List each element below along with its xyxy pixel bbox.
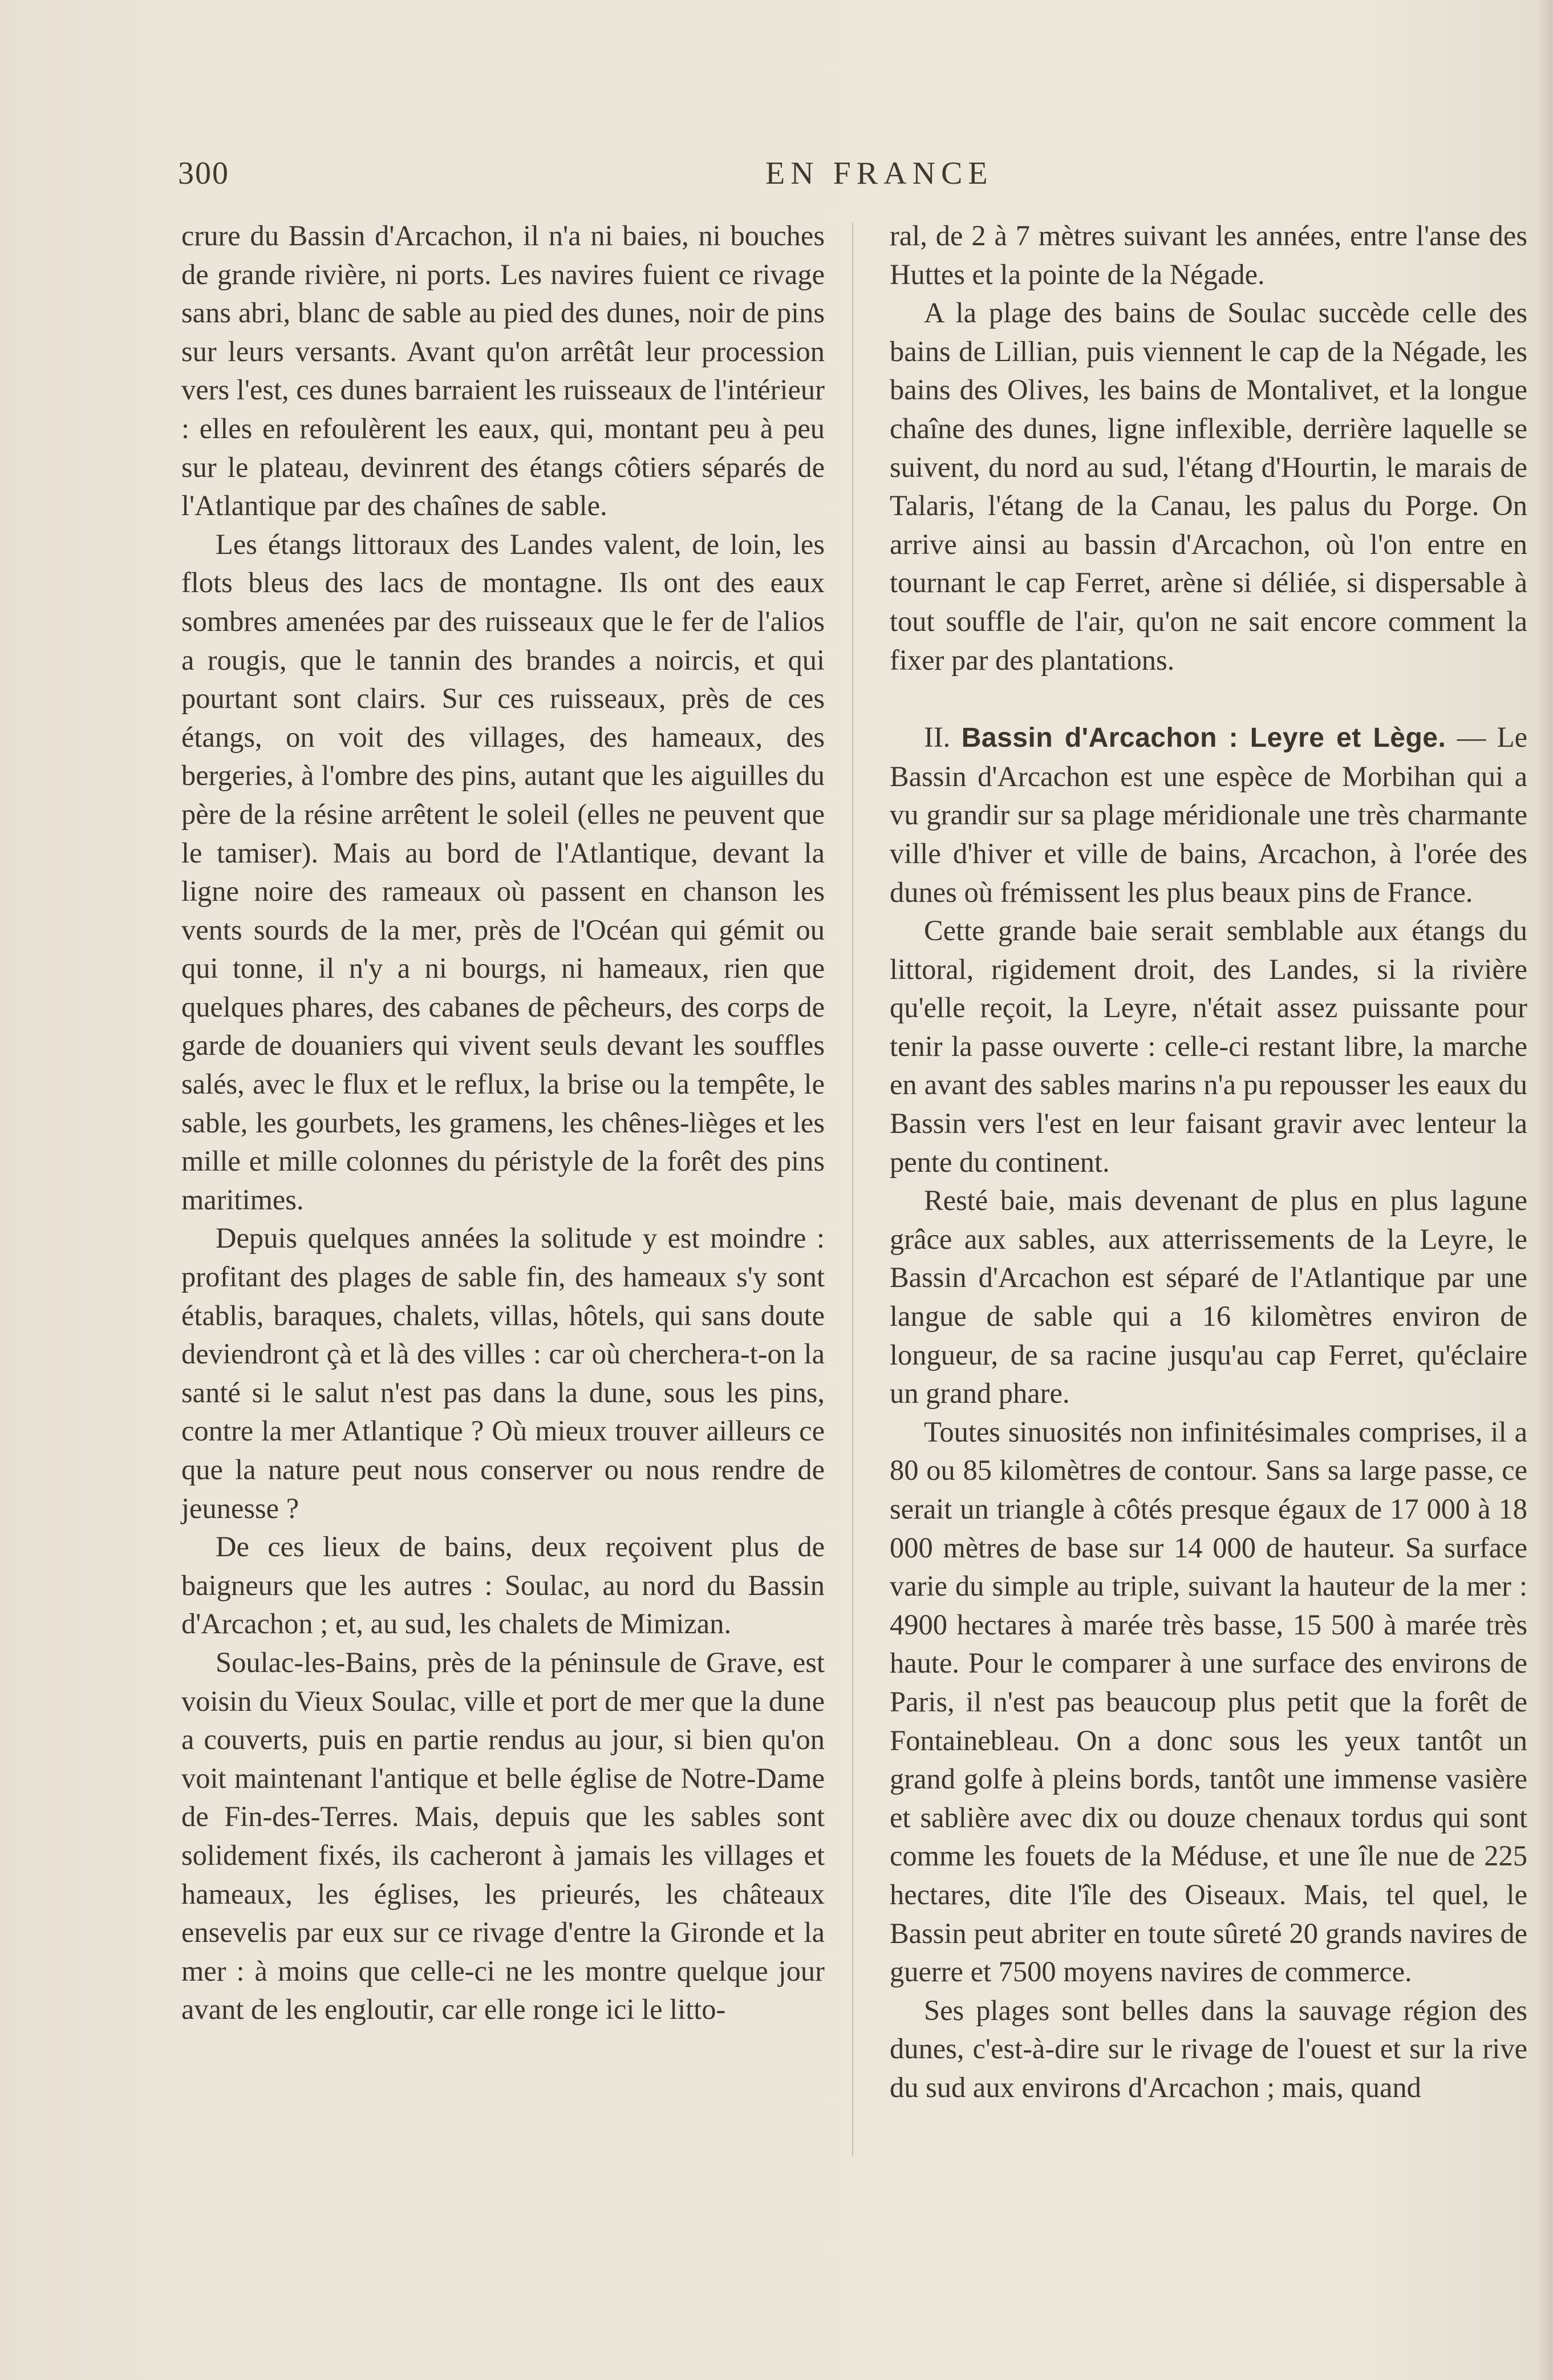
left-paragraph-5: Soulac-les-Bains, près de la péninsule de Grave, est voisin du Vieux Soulac, ville et port de mer que la dune a couverts, puis en partie rendus au jour, si bien qu'on voit maintenant l'antique et belle église de Notre-Dame de Fin-des-Terres. Mais, depuis que les sables sont solidement fixés, ils cacheront à jamais les villages et hameaux, les églises, les prieurés, les châteaux ensevelis par eux sur ce rivage d'entre la Gironde et la mer : à moins que celle-ci ne les montre quelque jour avant de les engloutir, car elle ronge ici le litto- (181, 1646, 825, 2026)
page-number: 300 (178, 156, 229, 191)
left-column (181, 217, 825, 2029)
running-title: EN FRANCE (765, 156, 994, 191)
left-paragraph-4: De ces lieux de bains, deux reçoivent plus de baigneurs que les autres : Soulac, au nord du Bassin d'Arcachon ; et, au sud, les chalets de Mimizan. (181, 1531, 825, 1640)
right-paragraph-4: Cette grande baie serait semblable aux étangs du littoral, rigidement droit, des Landes, si la rivière qu'elle reçoit, la Leyre, n'était assez puissante pour tenir la passe ouverte : celle-ci restant libre, la marche en avant des sables marins n'a pu repousser les eaux du Bassin vers l'est en leur faisant gravir avec lenteur la pente du continent. (890, 914, 1527, 1178)
column-divider (852, 222, 853, 2156)
section-start-paragraph (890, 718, 1527, 912)
right-paragraph-7: Ses plages sont belles dans la sauvage région des dunes, c'est-à-dire sur le rivage de l'ouest et sur la rive du sud aux environs d'Arcachon ; mais, quand (890, 1994, 1527, 2103)
right-paragraph-5: Resté baie, mais devenant de plus en plus lagune grâce aux sables, aux atterrissements de la Leyre, le Bassin d'Arcachon est séparé de l'Atlantique par une langue de sable qui a 16 kilomètres environ de longueur, de sa racine jusqu'au cap Ferret, qu'éclaire un grand phare. (890, 1184, 1527, 1410)
left-paragraph-1: crure du Bassin d'Arcachon, il n'a ni baies, ni bouches de grande rivière, ni ports. Les navires fuient ce rivage sans abri, blanc de sable au pied des dunes, noir de pins sur leurs versants. Avant qu'on arrêtât leur procession vers l'est, ces dunes barraient les ruisseaux de l'intérieur : elles en refoulèrent les eaux, qui, montant peu à peu sur le plateau, devinrent des étangs côtiers séparés de l'Atlantique par des chaînes de sable. (181, 220, 825, 522)
page-header (178, 155, 1490, 201)
section-gap (890, 679, 1527, 718)
left-paragraph-3: Depuis quelques années la solitude y est moindre : profitant des plages de sable fin, des hameaux s'y sont établis, baraques, chalets, villas, hôtels, qui sans doute deviendront çà et là des villes : car où cherchera-t-on la santé si le salut n'est pas dans la dune, sous les pins, contre la mer Atlantique ? Où mieux trouver ailleurs ce que la nature peut nous conserver ou nous rendre de jeunesse ? (181, 1222, 825, 1524)
section-number: II. (924, 721, 951, 754)
page-edge-shadow (1537, 0, 1553, 2380)
right-paragraph-3: — Le Bassin d'Arcachon est une espèce de Morbihan qui a vu grandir sur sa plage méridionale une très charmante ville d'hiver et ville de bains, Arcachon, à l'orée des dunes où frémissent les plus beaux pins de France. (890, 721, 1528, 908)
right-column (890, 217, 1527, 2107)
section-title: Bassin d'Arcachon : Leyre et Lège. (961, 723, 1446, 754)
left-paragraph-2: Les étangs littoraux des Landes valent, de loin, les flots bleus des lacs de montagne. Ils ont des eaux sombres amenées par des ruisseaux que le fer de l'alios a rougis, que le tannin des brandes a noircis, et qui pourtant sont clairs. Sur ces ruisseaux, près de ces étangs, on voit des villages, des hameaux, des bergeries, à l'ombre des pins, autant que les aiguilles du père de la résine arrêtent le soleil (elles ne peuvent que le tamiser). Mais au bord de l'Atlantique, devant la ligne noire des rameaux où passent en chanson les vents sourds de la mer, près de l'Océan qui gémit ou qui tonne, il n'y a ni bourgs, ni hameaux, rien que quelques phares, des cabanes de pêcheurs, des corps de garde de douaniers qui vivent seuls devant les souffles salés, avec le flux et le reflux, la brise ou la tempête, le sable, les gourbets, les gramens, les chênes-lièges et les mille et mille colonnes du péristyle de la forêt des pins maritimes. (181, 528, 825, 1216)
right-paragraph-2: A la plage des bains de Soulac succède celle des bains de Lillian, puis viennent le cap de la Négade, les bains des Olives, les bains de Montalivet, et la longue chaîne des dunes, ligne inflexible, derrière laquelle se suivent, du nord au sud, l'étang d'Hourtin, le marais de Talaris, l'étang de la Canau, les palus du Porge. On arrive ainsi au bassin d'Arcachon, où l'on entre en tournant le cap Ferret, arène si déliée, si dispersable à tout souffle de l'air, qu'on ne sait encore comment la fixer par des plantations. (890, 297, 1527, 676)
right-paragraph-6: Toutes sinuosités non infinitésimales comprises, il a 80 ou 85 kilomètres de contour. Sans sa large passe, ce serait un triangle à côtés presque égaux de 17 000 à 18 000 mètres de base sur 14 000 de hauteur. Sa surface varie du simple au triple, suivant la hauteur de la mer : 4900 hectares à marée très basse, 15 500 à marée très haute. Pour le comparer à une surface des environs de Paris, il n'est pas beaucoup plus petit que la forêt de Fontainebleau. On a donc sous les yeux tantôt un grand golfe à pleins bords, tantôt une immense vasière et sablière avec dix ou douze chenaux tordus qui sont comme les fouets de la Méduse, et une île nue de 225 hectares, dite l'île des Oiseaux. Mais, tel quel, le Bassin peut abriter en toute sûreté 20 grands navires de guerre et 7500 moyens navires de commerce. (890, 1415, 1527, 1988)
right-paragraph-1: ral, de 2 à 7 mètres suivant les années, entre l'anse des Huttes et la pointe de la Négade. (890, 220, 1527, 290)
